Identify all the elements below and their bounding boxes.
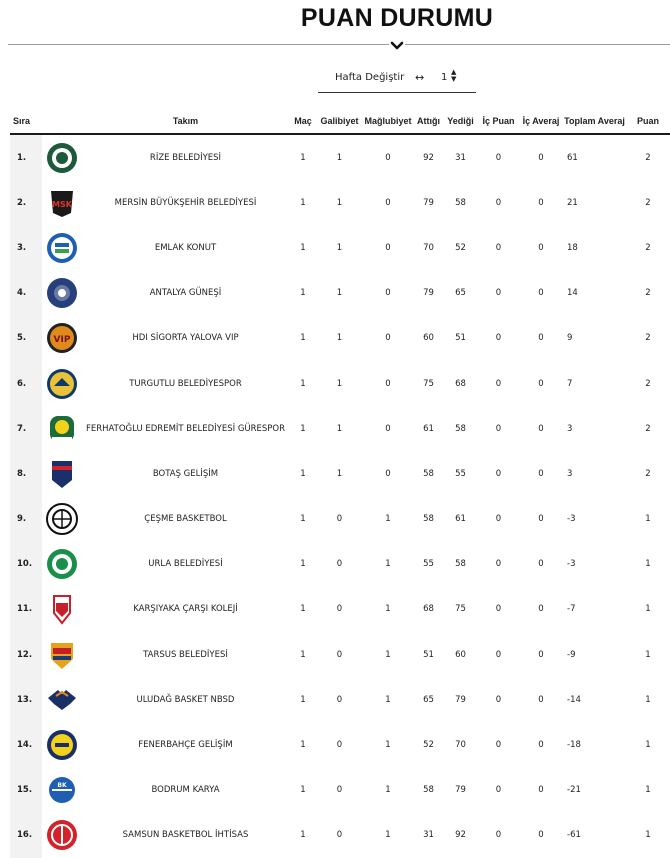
- rank-cell: 11.: [10, 587, 42, 632]
- scored-cell: 60: [423, 333, 434, 344]
- points-cell: 1: [645, 559, 651, 570]
- rank-cell: 13.: [10, 677, 42, 722]
- won-cell: 0: [336, 785, 343, 796]
- scored-cell: 51: [423, 649, 434, 660]
- lost-cell: 1: [385, 604, 391, 615]
- col-played-header: Maç: [289, 108, 317, 134]
- team-name-cell: HDI SİGORTA YALOVA VIP: [132, 333, 239, 344]
- scored-cell: 65: [423, 694, 434, 705]
- team-name-cell: ULUDAĞ BASKET NBSD: [136, 694, 235, 705]
- botas-logo-icon: [42, 451, 82, 496]
- points-cell: 2: [645, 197, 651, 208]
- points-cell: 1: [645, 830, 651, 841]
- scored-cell: 31: [423, 830, 434, 841]
- col-team-header: Takım: [82, 108, 289, 134]
- team-name-cell: BOTAŞ GELİŞİM: [152, 468, 219, 479]
- home-points-cell: 0: [495, 514, 502, 525]
- week-selector[interactable]: [318, 66, 476, 93]
- home-avg-cell: 0: [538, 152, 544, 163]
- conceded-cell: 51: [455, 333, 466, 344]
- home-points-cell: 0: [495, 649, 502, 660]
- scored-cell: 70: [423, 242, 434, 253]
- conceded-cell: 65: [455, 288, 466, 299]
- col-lost-header: Mağlubiyet: [362, 108, 414, 134]
- home-points-cell: 0: [495, 378, 502, 389]
- points-cell: 2: [645, 152, 651, 163]
- scored-cell: 58: [423, 514, 434, 525]
- home-avg-cell: 0: [538, 197, 544, 208]
- conceded-cell: 70: [455, 740, 466, 751]
- lost-cell: 0: [385, 468, 391, 479]
- lost-cell: 0: [385, 197, 391, 208]
- points-cell: 2: [645, 468, 651, 479]
- won-cell: 0: [336, 649, 343, 660]
- lost-cell: 0: [385, 242, 391, 253]
- rank-cell: 14.: [10, 722, 42, 767]
- home-avg-cell: 0: [538, 468, 544, 479]
- karsiyaka-logo-icon: [42, 587, 82, 632]
- team-name-cell: EMLAK KONUT: [154, 242, 217, 253]
- conceded-cell: 92: [455, 830, 466, 841]
- rank-cell: 3.: [10, 225, 42, 270]
- team-name-cell: TARSUS BELEDİYESİ: [143, 649, 228, 660]
- rank-cell: 6.: [10, 361, 42, 406]
- table-row: [10, 225, 670, 270]
- team-name-cell: ANTALYA GÜNEŞİ: [149, 288, 222, 299]
- rize-belediyesi-logo-icon: [42, 134, 82, 180]
- won-cell: 0: [336, 740, 343, 751]
- team-name-cell: ÇEŞME BASKETBOL: [144, 514, 227, 525]
- rank-cell: 7.: [10, 406, 42, 451]
- won-cell: 1: [336, 423, 343, 434]
- table-row: [10, 542, 670, 587]
- svg-text:BK: BK: [57, 782, 67, 790]
- won-cell: 1: [336, 242, 343, 253]
- home-points-cell: 0: [495, 242, 502, 253]
- played-cell: 1: [300, 785, 306, 796]
- team-name-cell: URLA BELEDİYESİ: [148, 559, 223, 570]
- scored-cell: 68: [423, 604, 434, 615]
- standings-table: [10, 108, 670, 858]
- home-avg-cell: 0: [538, 514, 544, 525]
- rank-cell: 8.: [10, 451, 42, 496]
- total-avg-cell: -9: [567, 649, 576, 660]
- table-row: [10, 134, 670, 180]
- table-row: [10, 677, 670, 722]
- team-name-cell: FENERBAHÇE GELİŞİM: [138, 740, 233, 751]
- played-cell: 1: [300, 604, 306, 615]
- scored-cell: 75: [423, 378, 434, 389]
- lost-cell: 1: [385, 694, 391, 705]
- table-header-row: [10, 108, 670, 134]
- rank-cell: 15.: [10, 768, 42, 813]
- won-cell: 1: [336, 378, 343, 389]
- home-points-cell: 0: [495, 288, 502, 299]
- conceded-cell: 61: [455, 514, 466, 525]
- total-avg-cell: 21: [567, 197, 578, 208]
- samsun-logo-icon: [42, 813, 82, 858]
- turgutlu-logo-icon: [42, 361, 82, 406]
- played-cell: 1: [300, 152, 306, 163]
- urla-logo-icon: [42, 542, 82, 587]
- total-avg-cell: 9: [567, 333, 573, 344]
- total-avg-cell: -21: [567, 785, 581, 796]
- home-avg-cell: 0: [538, 288, 544, 299]
- conceded-cell: 79: [455, 785, 466, 796]
- scored-cell: 79: [423, 197, 434, 208]
- played-cell: 1: [300, 830, 306, 841]
- won-cell: 0: [336, 830, 343, 841]
- team-name-cell: BODRUM KARYA: [151, 785, 220, 796]
- week-selector-label: Hafta Değiştir: [335, 72, 405, 83]
- home-points-cell: 0: [495, 559, 502, 570]
- played-cell: 1: [300, 740, 306, 751]
- played-cell: 1: [300, 649, 306, 660]
- conceded-cell: 79: [455, 694, 466, 705]
- swap-arrows-icon: ↔: [415, 71, 425, 84]
- antalya-gunesi-logo-icon: [42, 271, 82, 316]
- team-name-cell: FERHATOĞLU EDREMİT BELEDİYESİ GÜRESPOR: [85, 423, 286, 434]
- total-avg-cell: -61: [567, 830, 581, 841]
- scored-cell: 58: [423, 785, 434, 796]
- conceded-cell: 52: [455, 242, 466, 253]
- conceded-cell: 58: [455, 197, 466, 208]
- table-row: [10, 768, 670, 813]
- home-avg-cell: 0: [538, 333, 544, 344]
- spinner-arrows-icon[interactable]: ▲ ▼: [451, 68, 457, 83]
- won-cell: 1: [336, 468, 343, 479]
- col-total-avg-header: Toplam Averaj: [563, 108, 626, 134]
- scored-cell: 92: [423, 152, 434, 163]
- played-cell: 1: [300, 242, 306, 253]
- played-cell: 1: [300, 559, 306, 570]
- total-avg-cell: 3: [567, 468, 573, 479]
- home-avg-cell: 0: [538, 559, 544, 570]
- conceded-cell: 31: [455, 152, 466, 163]
- lost-cell: 0: [385, 423, 391, 434]
- scored-cell: 61: [423, 423, 434, 434]
- rank-cell: 9.: [10, 497, 42, 542]
- points-cell: 1: [645, 740, 651, 751]
- home-points-cell: 0: [495, 830, 502, 841]
- won-cell: 0: [336, 604, 343, 615]
- lost-cell: 0: [385, 333, 391, 344]
- home-points-cell: 0: [495, 694, 502, 705]
- total-avg-cell: 18: [567, 242, 578, 253]
- home-points-cell: 0: [495, 152, 502, 163]
- table-row: [10, 180, 670, 225]
- played-cell: 1: [300, 197, 306, 208]
- home-avg-cell: 0: [538, 604, 544, 615]
- mersin-bsb-logo-icon: [42, 180, 82, 225]
- total-avg-cell: 3: [567, 423, 573, 434]
- home-avg-cell: 0: [538, 423, 544, 434]
- home-avg-cell: 0: [538, 649, 544, 660]
- home-points-cell: 0: [495, 333, 502, 344]
- lost-cell: 1: [385, 830, 391, 841]
- points-cell: 1: [645, 694, 651, 705]
- tarsus-logo-icon: [42, 632, 82, 677]
- total-avg-cell: 7: [567, 378, 573, 389]
- played-cell: 1: [300, 423, 306, 434]
- total-avg-cell: -3: [567, 514, 576, 525]
- home-points-cell: 0: [495, 468, 502, 479]
- col-home-points-header: İç Puan: [478, 108, 519, 134]
- table-row: [10, 406, 670, 451]
- lost-cell: 0: [385, 152, 391, 163]
- won-cell: 1: [336, 152, 343, 163]
- table-row: [10, 497, 670, 542]
- cesme-logo-icon: [42, 497, 82, 542]
- total-avg-cell: 61: [567, 152, 578, 163]
- table-row: [10, 316, 670, 361]
- home-avg-cell: 0: [538, 740, 544, 751]
- lost-cell: 0: [385, 288, 391, 299]
- col-logo-header: [42, 108, 82, 134]
- team-name-cell: MERSİN BÜYÜKŞEHİR BELEDİYESİ: [114, 197, 257, 208]
- conceded-cell: 60: [455, 649, 466, 660]
- total-avg-cell: -18: [567, 740, 581, 751]
- won-cell: 0: [336, 559, 343, 570]
- table-row: [10, 361, 670, 406]
- col-points-header: Puan: [626, 108, 670, 134]
- home-avg-cell: 0: [538, 694, 544, 705]
- table-row: [10, 271, 670, 316]
- home-avg-cell: 0: [538, 378, 544, 389]
- home-avg-cell: 0: [538, 242, 544, 253]
- emlak-konut-logo-icon: [42, 225, 82, 270]
- col-home-avg-header: İç Averaj: [519, 108, 563, 134]
- rank-cell: 12.: [10, 632, 42, 677]
- standings-body: [10, 134, 670, 858]
- fenerbahce-logo-icon: [42, 722, 82, 767]
- conceded-cell: 55: [455, 468, 466, 479]
- table-row: [10, 587, 670, 632]
- points-cell: 2: [645, 423, 651, 434]
- lost-cell: 1: [385, 785, 391, 796]
- won-cell: 0: [336, 694, 343, 705]
- lost-cell: 1: [385, 559, 391, 570]
- rank-cell: 16.: [10, 813, 42, 858]
- rank-cell: 5.: [10, 316, 42, 361]
- points-cell: 1: [645, 785, 651, 796]
- scored-cell: 79: [423, 288, 434, 299]
- table-row: [10, 451, 670, 496]
- played-cell: 1: [300, 378, 306, 389]
- played-cell: 1: [300, 514, 306, 525]
- conceded-cell: 58: [455, 423, 466, 434]
- conceded-cell: 58: [455, 559, 466, 570]
- total-avg-cell: -3: [567, 559, 576, 570]
- home-avg-cell: 0: [538, 830, 544, 841]
- col-won-header: Galibiyet: [317, 108, 362, 134]
- title-divider: [8, 44, 670, 45]
- chevron-down-icon: [389, 38, 405, 54]
- scored-cell: 55: [423, 559, 434, 570]
- played-cell: 1: [300, 333, 306, 344]
- scored-cell: 58: [423, 468, 434, 479]
- team-name-cell: TURGUTLU BELEDİYESPOR: [129, 378, 242, 389]
- col-conceded-header: Yediği: [443, 108, 478, 134]
- played-cell: 1: [300, 694, 306, 705]
- conceded-cell: 68: [455, 378, 466, 389]
- yalova-vip-logo-icon: [42, 316, 82, 361]
- lost-cell: 1: [385, 649, 391, 660]
- won-cell: 0: [336, 514, 343, 525]
- home-points-cell: 0: [495, 604, 502, 615]
- home-points-cell: 0: [495, 197, 502, 208]
- col-rank-header: Sıra: [10, 108, 42, 134]
- col-scored-header: Attığı: [414, 108, 443, 134]
- table-row: [10, 632, 670, 677]
- lost-cell: 1: [385, 740, 391, 751]
- home-points-cell: 0: [495, 740, 502, 751]
- svg-text:VIP: VIP: [53, 335, 71, 346]
- won-cell: 1: [336, 333, 343, 344]
- home-points-cell: 0: [495, 423, 502, 434]
- points-cell: 1: [645, 604, 651, 615]
- won-cell: 1: [336, 288, 343, 299]
- page-title: PUAN DURUMU: [300, 4, 494, 32]
- svg-text:MSK: MSK: [52, 199, 72, 209]
- rank-cell: 4.: [10, 271, 42, 316]
- played-cell: 1: [300, 468, 306, 479]
- total-avg-cell: 14: [567, 288, 578, 299]
- team-name-cell: RİZE BELEDİYESİ: [149, 152, 222, 163]
- total-avg-cell: -7: [567, 604, 576, 615]
- points-cell: 1: [645, 514, 651, 525]
- points-cell: 2: [645, 333, 651, 344]
- points-cell: 2: [645, 378, 651, 389]
- week-value[interactable]: 1: [441, 72, 448, 83]
- rank-cell: 10.: [10, 542, 42, 587]
- rank-cell: 1.: [10, 134, 42, 180]
- won-cell: 1: [336, 197, 343, 208]
- points-cell: 2: [645, 288, 651, 299]
- points-cell: 2: [645, 242, 651, 253]
- points-cell: 1: [645, 649, 651, 660]
- lost-cell: 0: [385, 378, 391, 389]
- edremit-logo-icon: [42, 406, 82, 451]
- uludag-logo-icon: [42, 677, 82, 722]
- team-name-cell: SAMSUN BASKETBOL İHTİSAS: [122, 830, 249, 841]
- table-row: [10, 722, 670, 767]
- table-row: [10, 813, 670, 858]
- rank-cell: 2.: [10, 180, 42, 225]
- total-avg-cell: -14: [567, 694, 581, 705]
- home-points-cell: 0: [495, 785, 502, 796]
- conceded-cell: 75: [455, 604, 466, 615]
- home-avg-cell: 0: [538, 785, 544, 796]
- team-name-cell: KARŞIYAKA ÇARŞI KOLEJİ: [133, 604, 238, 615]
- played-cell: 1: [300, 288, 306, 299]
- lost-cell: 1: [385, 514, 391, 525]
- scored-cell: 52: [423, 740, 434, 751]
- bodrum-logo-icon: [42, 768, 82, 813]
